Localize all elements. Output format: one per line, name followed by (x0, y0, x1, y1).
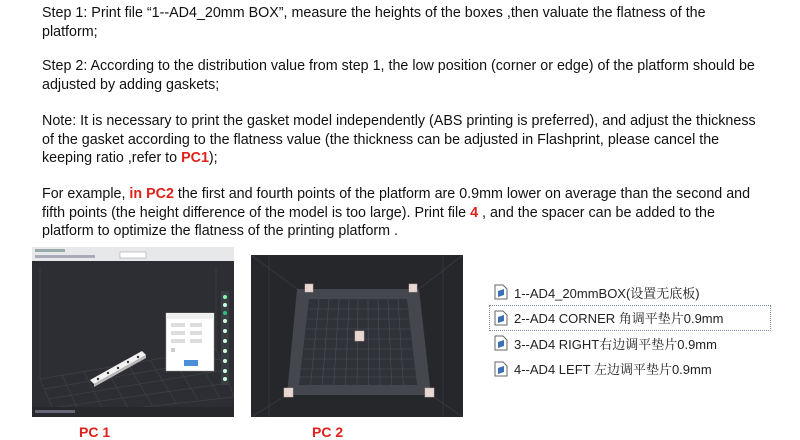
model-file-icon (494, 361, 508, 377)
file-list (490, 280, 770, 382)
pc2-caption: PC 2 (312, 424, 344, 440)
example-text-part1: For example, (42, 186, 130, 202)
model-file-icon (494, 310, 508, 326)
pc2-platform-scene (251, 255, 463, 417)
example-ref-pc2: in PC2 (129, 186, 174, 202)
file-item-4[interactable] (490, 357, 770, 381)
example-text-part3: , and the spacer can be added to the platform to optimize the flatness of the printing platform . (42, 204, 715, 239)
file-name: 2--AD4 CORNER 角调平垫片0.9mm (514, 311, 724, 326)
example-file-number: 4 (470, 204, 479, 221)
step1-text: Step 1: Print file “1--AD4_20mm BOX”, measure the heights of the boxes ,then valuate the flatness of the platform; (42, 5, 706, 40)
note-text (42, 112, 762, 168)
file-name: 1--AD4_20mmBOX(设置无底板) (514, 285, 700, 301)
example-text-part2: the first and fourth points of the platform are 0.9mm lower on average than the second and fifth points (the height difference of the model is too large). Print file (42, 186, 751, 221)
scale-dialog (166, 313, 214, 371)
file-name: 3--AD4 RIGHT右边调平垫片0.9mm (514, 336, 717, 352)
note-ref-pc1: PC1 (181, 150, 209, 166)
file-item-1[interactable] (490, 280, 770, 304)
pc1-slicer-scene (32, 247, 234, 417)
model-file-icon (494, 284, 508, 300)
pc2-platform-topview (251, 255, 463, 417)
example-text (42, 185, 762, 241)
pc1-caption: PC 1 (79, 424, 111, 440)
file-name: 4--AD4 LEFT 左边调平垫片0.9mm (514, 362, 712, 377)
right-toolbar (221, 291, 229, 385)
file-item-2[interactable] (490, 306, 770, 330)
model-file-icon (494, 335, 508, 351)
pc1-slicer-screenshot (32, 247, 234, 417)
note-text-part2: ); (208, 150, 218, 166)
note-text-part1: Note: It is necessary to print the gasket model independently (ABS printing is preferred), and adjust the thickness of the gasket according to the flatness value (the thickness can be adjusted in Flashprint, please cancel the keeping ratio ,refer to (42, 113, 756, 166)
step2-text: Step 2: According to the distribution value from step 1, the low position (corner or edge) of the platform should be adjusted by adding gaskets; (42, 58, 755, 93)
file-item-3[interactable] (490, 331, 770, 355)
